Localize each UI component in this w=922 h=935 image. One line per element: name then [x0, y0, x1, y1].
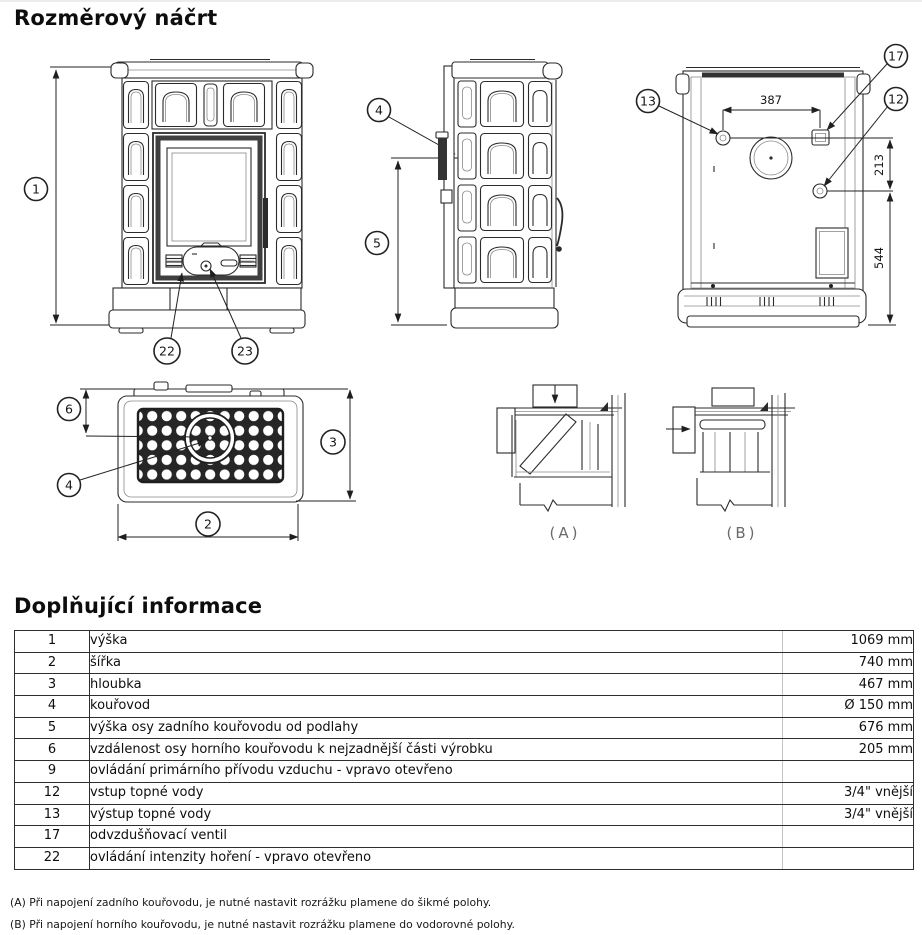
svg-text:6: 6 — [65, 401, 73, 417]
cell-label: odvzdušňovací ventil — [90, 826, 783, 848]
cell-val: 205 mm — [783, 739, 914, 761]
callout-6 — [58, 398, 81, 421]
baffle-horizontal — [700, 420, 765, 429]
cell-label: vstup topné vody — [90, 782, 783, 804]
cell-label: šířka — [90, 652, 783, 674]
water-outlet-port — [716, 131, 730, 145]
cell-num: 6 — [15, 739, 90, 761]
callout-3 — [321, 430, 345, 454]
cell-num: 1 — [15, 631, 90, 653]
top-view — [58, 382, 357, 541]
side-base — [451, 288, 558, 328]
front-base — [109, 288, 305, 333]
table-row — [15, 847, 914, 869]
junction-box — [816, 228, 848, 278]
svg-text:12: 12 — [888, 91, 904, 107]
callout-2 — [196, 512, 220, 536]
table-row — [15, 739, 914, 761]
svg-text:1: 1 — [32, 181, 40, 197]
svg-text:387: 387 — [760, 93, 782, 107]
water-inlet-port — [813, 184, 827, 198]
cell-val: Ø 150 mm — [783, 696, 914, 718]
page-title: Rozměrový náčrt — [14, 6, 218, 30]
cell-num: 2 — [15, 652, 90, 674]
rear-view — [637, 45, 908, 328]
cell-label: ovládání intenzity hoření - vpravo otevřeno — [90, 847, 783, 869]
info-table — [14, 630, 914, 870]
cell-num: 17 — [15, 826, 90, 848]
cell-label: výška osy zadního kouřovodu od podlahy — [90, 717, 783, 739]
svg-text:544: 544 — [872, 247, 886, 269]
cell-val: 1069 mm — [783, 631, 914, 653]
section-b-label: (B) — [726, 524, 758, 542]
svg-text:17: 17 — [888, 48, 904, 64]
cell-num: 22 — [15, 847, 90, 869]
svg-text:3: 3 — [329, 434, 337, 450]
footnote-b: (B) Při napojení horního kouřovodu, je nutné nastavit rozrážku plamene do vodorovné polohy. — [10, 918, 515, 931]
cell-val — [783, 826, 914, 848]
svg-text:2: 2 — [204, 516, 212, 532]
cell-label: hloubka — [90, 674, 783, 696]
table-row — [15, 696, 914, 718]
table-row — [15, 826, 914, 848]
top-flue-circle — [185, 413, 235, 463]
cell-label: vzdálenost osy horního kouřovodu k nejzadnější části výrobku — [90, 739, 783, 761]
cell-val: 3/4" vnější — [783, 804, 914, 826]
cell-val — [783, 847, 914, 869]
section-a-label: (A) — [549, 524, 581, 542]
cell-num: 9 — [15, 761, 90, 783]
footnotes — [10, 896, 515, 935]
table-row — [15, 782, 914, 804]
front-view — [25, 60, 314, 365]
section-title: Doplňující informace — [14, 594, 263, 618]
cell-val — [783, 761, 914, 783]
cell-num: 5 — [15, 717, 90, 739]
dimension-213 — [872, 140, 890, 189]
table-row — [15, 717, 914, 739]
svg-text:23: 23 — [237, 343, 253, 359]
svg-text:4: 4 — [375, 102, 383, 118]
svg-text:22: 22 — [159, 343, 175, 359]
svg-text:5: 5 — [373, 235, 381, 251]
footnote-a: (A) Při napojení zadního kouřovodu, je nutné nastavit rozrážku plamene do šikmé polohy. — [10, 896, 492, 909]
cell-num: 12 — [15, 782, 90, 804]
info-table-body — [15, 631, 914, 870]
baffle-diagonal — [520, 414, 576, 474]
table-row — [15, 804, 914, 826]
side-view — [366, 60, 563, 329]
table-row — [15, 674, 914, 696]
cell-label: ovládání primárního přívodu vzduchu - vpravo otevřeno — [90, 761, 783, 783]
table-row — [15, 761, 914, 783]
cell-val: 3/4" vnější — [783, 782, 914, 804]
cell-num: 4 — [15, 696, 90, 718]
cell-label: kouřovod — [90, 696, 783, 718]
dimension-544 — [868, 193, 896, 325]
table-row — [15, 652, 914, 674]
cell-num: 13 — [15, 804, 90, 826]
tile-decorations-side — [458, 81, 552, 283]
svg-text:4: 4 — [65, 477, 73, 493]
cell-num: 3 — [15, 674, 90, 696]
table-row — [15, 631, 914, 653]
rear-base — [678, 283, 866, 327]
cell-val: 676 mm — [783, 717, 914, 739]
callout-1 — [25, 178, 48, 201]
section-b-view — [666, 388, 795, 542]
callout-5 — [366, 232, 389, 255]
svg-text:213: 213 — [872, 154, 886, 176]
cell-label: výstup topné vody — [90, 804, 783, 826]
door-handle — [556, 198, 562, 252]
cell-label: výška — [90, 631, 783, 653]
cell-val: 467 mm — [783, 674, 914, 696]
cell-val: 740 mm — [783, 652, 914, 674]
section-a-view — [497, 385, 625, 542]
svg-text:13: 13 — [640, 93, 656, 109]
